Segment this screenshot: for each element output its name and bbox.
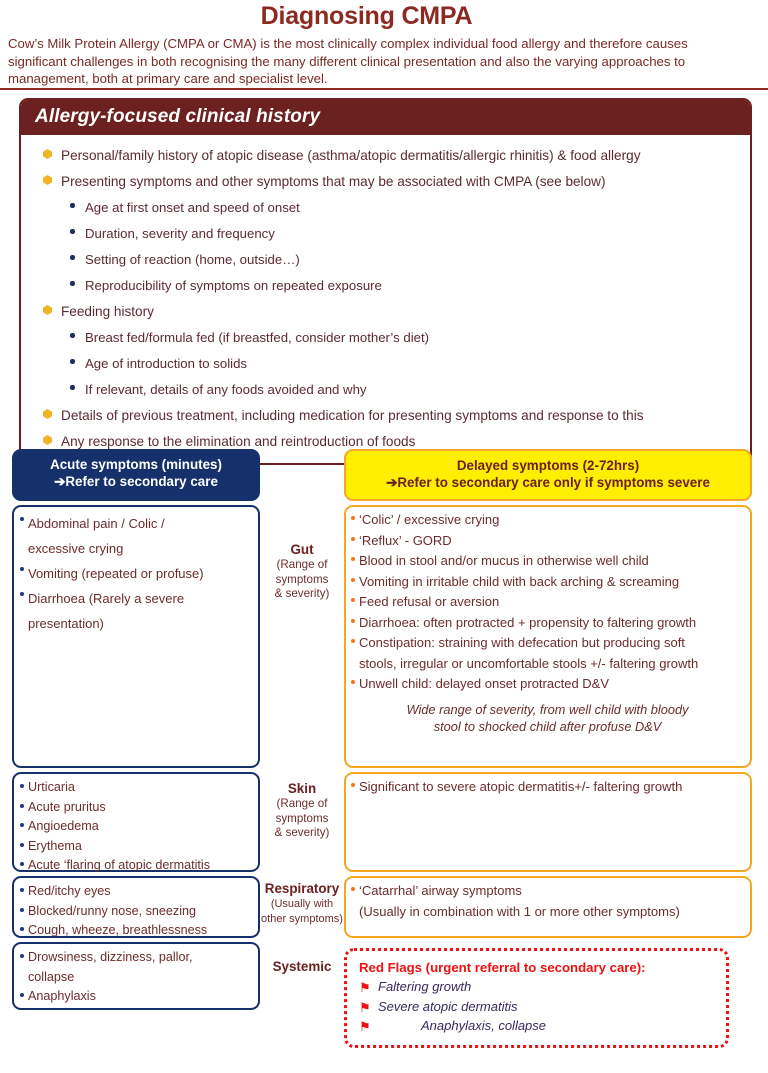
row-sublabel-line: (Range of — [276, 797, 328, 810]
red-flag-item — [359, 977, 716, 997]
history-subitem: Age at first onset and speed of onset — [21, 194, 750, 220]
gut-severity-note — [350, 695, 745, 737]
acute-header-line1: Acute symptoms (minutes) — [50, 457, 222, 472]
history-subitem: Breast fed/formula fed (if breastfed, consider mother’s diet) — [21, 324, 750, 350]
list-item: Abdominal pain / Colic / — [19, 511, 256, 536]
list-item-continuation: excessive crying — [28, 541, 124, 556]
intro-line-1: Cow’s Milk Protein Allergy (CMPA or CMA) is the most clinically complex individual food allergy and therefore causes — [8, 36, 688, 51]
row-sublabel-line: (Range of — [276, 558, 328, 571]
red-flag-label: Anaphylaxis, collapse — [421, 1018, 547, 1033]
note-line: Wide range of severity, from well child with bloody — [406, 701, 689, 717]
list-item: ‘Catarrhal’ airway symptoms — [350, 881, 745, 902]
acute-symptoms-header — [12, 449, 260, 501]
acute-header-line2: ➔Refer to secondary care — [54, 474, 218, 489]
row-label: Skin — [287, 781, 317, 796]
list-item: Cough, wheeze, breathlessness — [19, 921, 256, 941]
row-label: Systemic — [272, 959, 332, 974]
intro-line-2: significant challenges in both recognising the many different clinical presentation and also the varying approaches to — [8, 53, 686, 69]
row-sublabel-line: symptoms — [275, 572, 329, 586]
systemic-label-cell — [260, 942, 344, 975]
systemic-acute-box — [12, 942, 260, 1010]
list-item: Red/itchy eyes — [19, 882, 256, 902]
skin-acute-cell — [12, 772, 260, 872]
delayed-header-line1: Delayed symptoms (2-72hrs) — [456, 458, 640, 473]
gut-delayed-cell — [344, 505, 752, 768]
skin-acute-box — [12, 772, 260, 872]
history-subitem: Duration, severity and frequency — [21, 220, 750, 246]
history-item: Feeding history — [21, 298, 750, 324]
matrix-header-row — [0, 449, 768, 501]
matrix-row-respiratory — [0, 876, 768, 938]
clinical-history-list — [21, 135, 750, 463]
red-flag-label: Faltering growth — [378, 979, 472, 994]
list-item: Unwell child: delayed onset protracted D&V — [350, 674, 745, 695]
row-sublabel-line: (Usually with — [270, 898, 334, 910]
respiratory-acute-cell — [12, 876, 260, 938]
row-sublabel-line: other symptoms) — [261, 912, 343, 925]
list-item: Urticaria — [19, 778, 256, 798]
list-item: Diarrhoea: often protracted + propensity to faltering growth — [350, 613, 745, 634]
flag-icon: ⚑ — [359, 999, 371, 1015]
skin-delayed-box — [344, 772, 752, 872]
clinical-history-heading: Allergy-focused clinical history — [21, 100, 750, 135]
respiratory-delayed-box — [344, 876, 752, 938]
acute-header-cell — [12, 449, 260, 501]
list-item: Erythema — [19, 837, 256, 857]
list-item: Drowsiness, dizziness, pallor, — [19, 948, 256, 968]
matrix-row-gut — [0, 505, 768, 768]
intro-line-3: management, both at primary care and specialist level. — [8, 71, 328, 86]
note-line: stool to shocked child after profuse D&V — [433, 718, 662, 734]
matrix-row-skin — [0, 772, 768, 872]
list-item: Blocked/runny nose, sneezing — [19, 902, 256, 922]
history-subitem: If relevant, details of any foods avoided and why — [21, 376, 750, 402]
list-item: Diarrhoea (Rarely a severe — [19, 586, 256, 611]
list-item-continuation: (Usually in combination with 1 or more other symptoms) — [359, 903, 680, 919]
history-subitem: Setting of reaction (home, outside…) — [21, 246, 750, 272]
list-item: ‘Reflux’ - GORD — [350, 531, 745, 552]
row-sublabel-line: symptoms — [275, 811, 329, 825]
respiratory-acute-box — [12, 876, 260, 938]
row-sublabel-line: & severity) — [274, 587, 330, 600]
delayed-header-cell — [344, 449, 752, 501]
row-label: Gut — [290, 542, 314, 557]
list-item: Constipation: straining with defecation but producing soft — [350, 633, 745, 654]
matrix-row-systemic — [0, 942, 768, 1048]
list-item-continuation: stools, irregular or uncomfortable stools +/- faltering growth — [359, 655, 699, 671]
list-item: Blood in stool and/or mucus in otherwise well child — [350, 551, 745, 572]
flag-icon: ⚑ — [359, 1019, 371, 1034]
row-label: Respiratory — [264, 881, 340, 896]
skin-label-cell — [260, 772, 344, 841]
history-item: Any response to the elimination and reintroduction of foods — [21, 428, 750, 454]
list-item: Feed refusal or aversion — [350, 592, 745, 613]
history-item: Details of previous treatment, including medication for presenting symptoms and response to this — [21, 402, 750, 428]
history-subitem: Age of introduction to solids — [21, 350, 750, 376]
history-subitem: Reproducibility of symptoms on repeated exposure — [21, 272, 750, 298]
intro-paragraph — [0, 31, 768, 88]
delayed-header-line2: ➔Refer to secondary care only if symptoms severe — [386, 475, 710, 490]
red-flags-title: Red Flags (urgent referral to secondary care): — [359, 960, 646, 975]
gut-acute-cell — [12, 505, 260, 768]
skin-delayed-cell — [344, 772, 752, 872]
clinical-history-card — [19, 98, 752, 465]
list-item: Acute pruritus — [19, 798, 256, 818]
list-item: Significant to severe atopic dermatitis+/- faltering growth — [350, 777, 745, 798]
history-item: Presenting symptoms and other symptoms that may be associated with CMPA (see below) — [21, 168, 750, 194]
history-item: Personal/family history of atopic disease (asthma/atopic dermatitis/allergic rhinitis) & food allergy — [21, 142, 750, 168]
respiratory-delayed-cell — [344, 876, 752, 938]
divider-rule — [0, 88, 768, 90]
row-sublabel-line: & severity) — [274, 826, 330, 839]
list-item: Angioedema — [19, 817, 256, 837]
arrow-icon: ➔ — [386, 475, 398, 490]
list-item: Anaphylaxis — [19, 987, 256, 1007]
gut-delayed-box — [344, 505, 752, 768]
page-title: Diagnosing CMPA — [260, 2, 473, 30]
red-flags-cell — [344, 942, 752, 1048]
list-item: Acute ‘flaring of atopic dermatitis — [19, 856, 256, 876]
systemic-acute-cell — [12, 942, 260, 1010]
list-item: Vomiting in irritable child with back arching & screaming — [350, 572, 745, 593]
symptom-matrix — [0, 449, 768, 1052]
red-flag-item — [359, 997, 716, 1017]
flag-icon: ⚑ — [359, 980, 371, 995]
list-item: Vomiting (repeated or profuse) — [19, 561, 256, 586]
list-item: ‘Colic’ / excessive crying — [350, 510, 745, 531]
red-flag-item — [359, 1016, 716, 1036]
arrow-icon: ➔ — [54, 474, 66, 489]
red-flag-label: Severe atopic dermatitis — [378, 998, 518, 1014]
red-flags-box — [344, 948, 729, 1048]
gut-label-cell — [260, 505, 344, 602]
gut-acute-box — [12, 505, 260, 768]
list-item-continuation: collapse — [28, 969, 75, 984]
respiratory-label-cell — [260, 876, 344, 926]
list-item-continuation: presentation) — [28, 616, 104, 631]
delayed-symptoms-header — [344, 449, 752, 501]
